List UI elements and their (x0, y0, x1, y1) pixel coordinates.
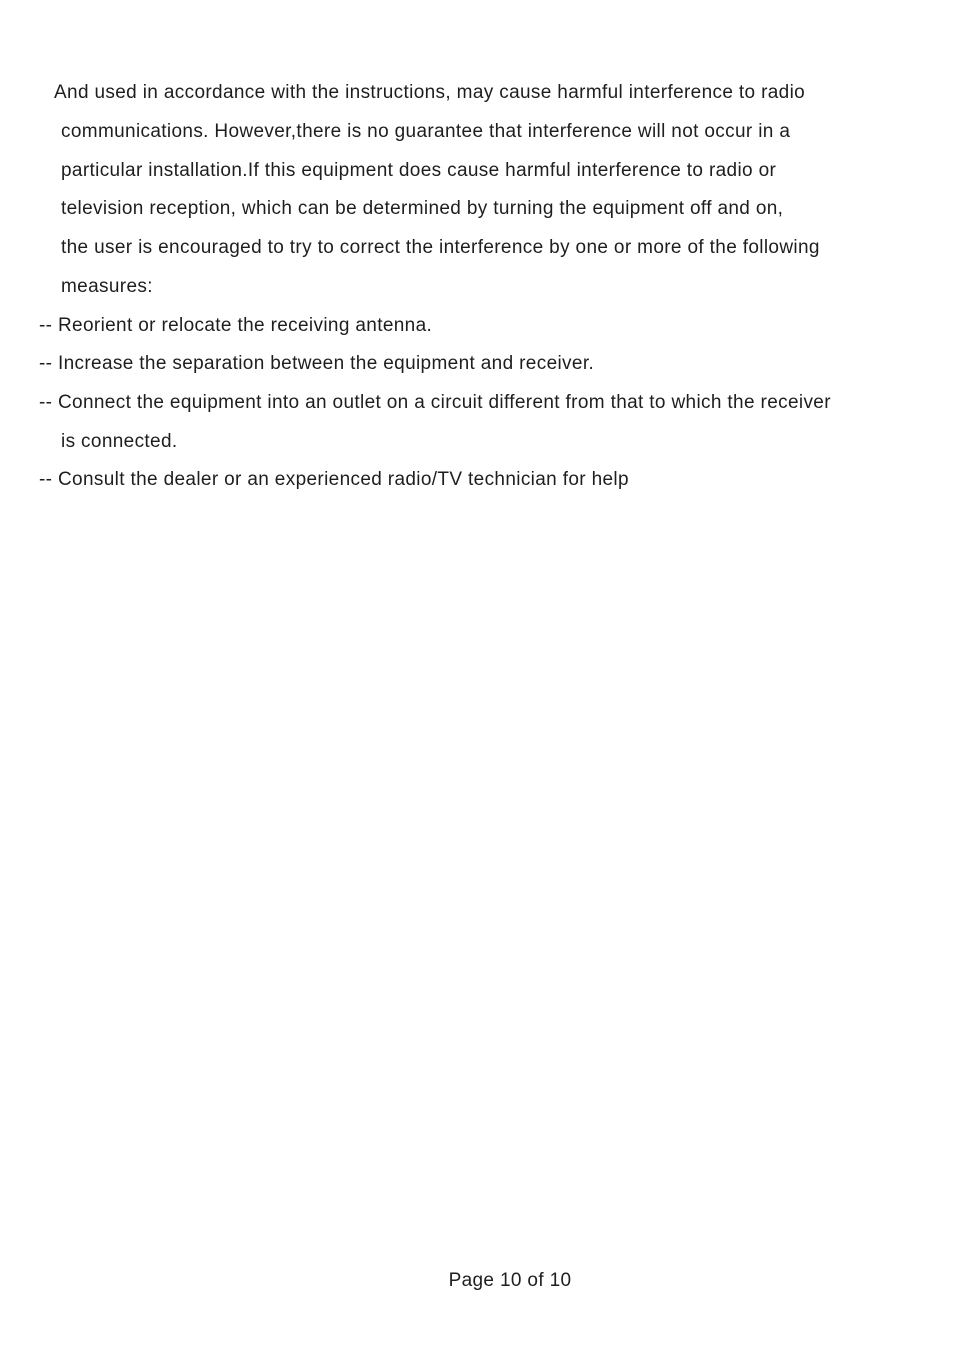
paragraph-line-1: And used in accordance with the instructions, may cause harmful interference to radio (54, 82, 806, 103)
measure-item-2: -- Increase the separation between the equipment and receiver. (39, 353, 595, 374)
measure-item-3: -- Connect the equipment into an outlet on a circuit different from that to which the receiver (39, 392, 831, 413)
paragraph-line-2: communications. However,there is no guarantee that interference will not occur in a (61, 121, 791, 142)
measure-item-3-continuation: is connected. (61, 431, 178, 452)
measure-item-4: -- Consult the dealer or an experienced radio/TV technician for help (39, 469, 629, 490)
page-number-footer: Page 10 of 10 (448, 1270, 572, 1291)
paragraph-line-4: television reception, which can be determined by turning the equipment off and on, (61, 198, 784, 219)
paragraph-line-6: measures: (61, 276, 153, 297)
paragraph-line-5: the user is encouraged to try to correct the interference by one or more of the following (61, 237, 820, 258)
paragraph-line-3: particular installation.If this equipment does cause harmful interference to radio or (61, 160, 777, 181)
measure-item-1: -- Reorient or relocate the receiving antenna. (39, 315, 433, 336)
